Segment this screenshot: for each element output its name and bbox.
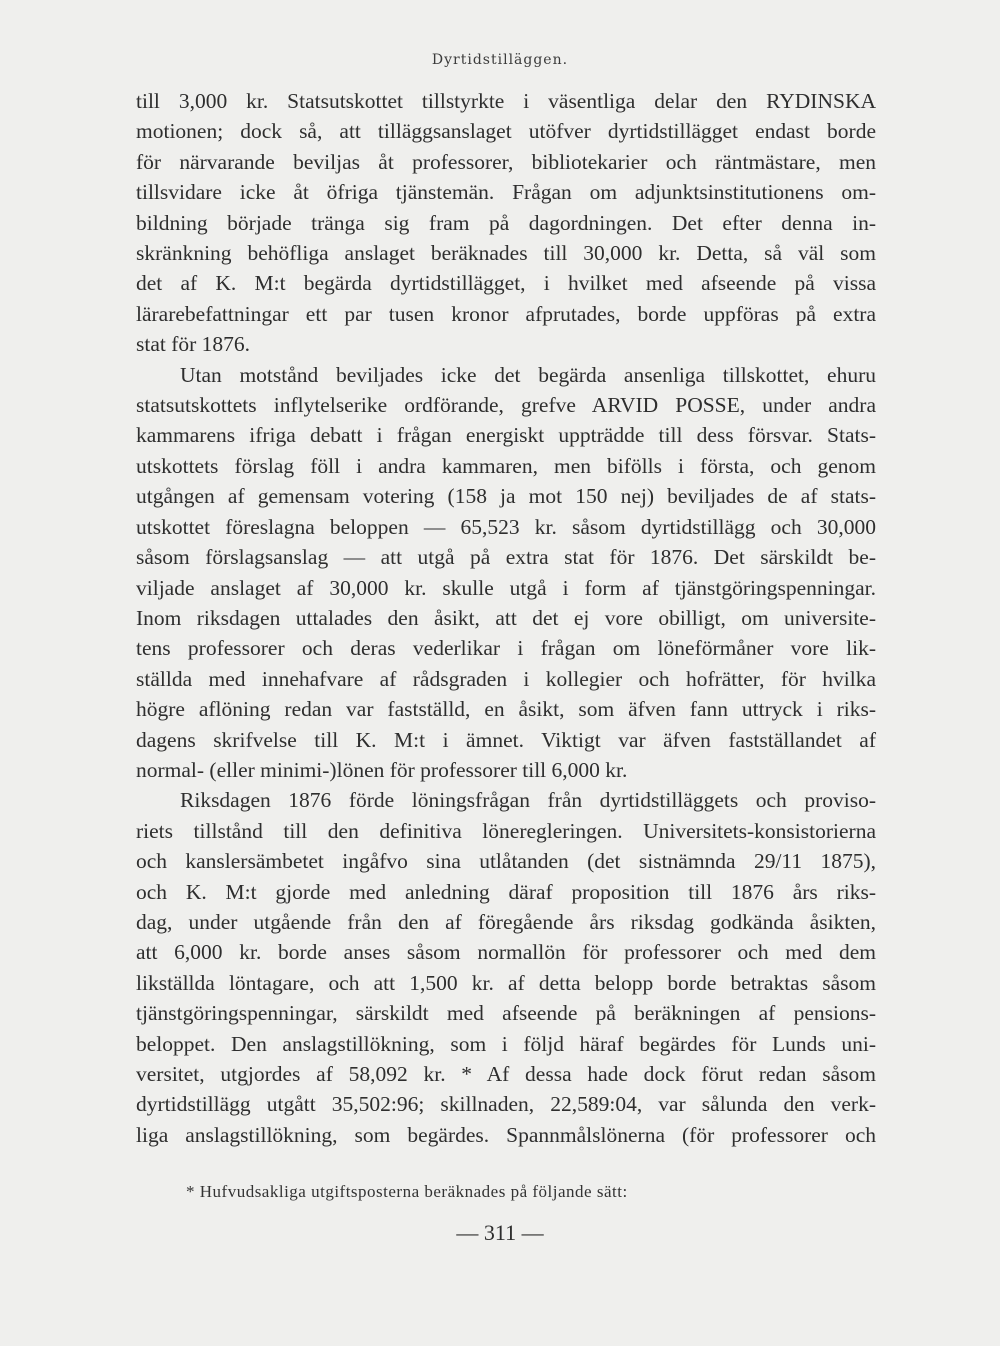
text-line: lärarebefattningar ett par tusen kronor afprutades, borde uppföras på extra <box>136 301 876 326</box>
text-line: ställda med innehafvare af rådsgraden i kollegier och hofrätter, för hvilka <box>136 666 876 691</box>
text-line: tjänstgöringspenningar, särskildt med afseende på beräkningen af pensions- <box>136 1001 876 1026</box>
text-line: dyrtidstillägg utgått 35,502:96; skillnaden, 22,589:04, var sålunda den verk- <box>136 1092 876 1117</box>
text-line: att 6,000 kr. borde anses såsom normallön för professorer och med dem <box>136 940 876 965</box>
text-line: normal- (eller minimi-)lönen för professorer till 6,000 kr. <box>136 757 628 782</box>
text-line: Utan motstånd beviljades icke det begärda ansenliga tillskottet, ehuru <box>180 362 876 387</box>
text-line: dagens skrifvelse till K. M:t i ämnet. Viktigt var äfven fastställandet af <box>136 727 876 752</box>
text-line: bildning började tränga sig fram på dagordningen. Det efter denna in- <box>136 210 876 235</box>
text-line: utskottets förslag föll i andra kammaren, men bifölls i första, och genom <box>136 453 876 478</box>
text-line: versitet, utgjordes af 58,092 kr. * Af dessa hade dock förut redan såsom <box>136 1062 876 1086</box>
text-line: Inom riksdagen uttalades den åsikt, att det ej vore obilligt, om universite- <box>136 605 876 630</box>
text-line: viljade anslaget af 30,000 kr. skulle utgå i form af tjänstgöringspenningar. <box>136 575 876 600</box>
text-line: skränkning behöfliga anslaget beräknades till 30,000 kr. Detta, så väl som <box>136 241 876 266</box>
text-line: det af K. M:t begärda dyrtidstillägget, i hvilket med afseende på vissa <box>136 271 876 296</box>
text-line: utgången af gemensam votering (158 ja mot 150 nej) beviljades de af stats- <box>136 484 876 509</box>
body-text <box>136 86 876 1150</box>
text-line: likställda löntagare, och att 1,500 kr. af detta belopp borde betraktas såsom <box>136 970 876 995</box>
page-number: — 311 — <box>456 1220 544 1245</box>
text-line: Riksdagen 1876 förde löningsfrågan från dyrtidstilläggets och proviso- <box>180 788 876 813</box>
text-line: högre aflöning redan var fastställd, en åsikt, som äfven fann uttryck i riks- <box>136 697 876 722</box>
text-line: och K. M:t gjorde med anledning däraf proposition till 1876 års riks- <box>136 879 876 904</box>
text-line: och kanslersämbetet ingåfvo sina utlåtanden (det sistnämnda 29/11 1875), <box>136 849 876 874</box>
text-line: till 3,000 kr. Statsutskottet tillstyrkte i väsentliga delar den RYDINSKA <box>136 89 876 113</box>
text-line: riets tillstånd till den definitiva löneregleringen. Universitets-konsistorierna <box>136 818 876 843</box>
text-line: kammarens ifriga debatt i frågan energiskt uppträdde till dess försvar. Stats- <box>136 423 876 448</box>
text-line: tillsvidare icke åt öfriga tjänstemän. Frågan om adjunktsinstitutionens om- <box>136 180 876 205</box>
text-line: för närvarande beviljas åt professorer, bibliotekarier och räntmästare, men <box>136 149 876 174</box>
text-line: stat för 1876. <box>136 332 251 357</box>
running-head: Dyrtidstilläggen. <box>431 52 569 68</box>
text-line: statsutskottets inflytelserike ordförande, grefve ARVID POSSE, under andra <box>136 393 876 418</box>
text-line: tens professorer och deras vederlikar i frågan om löneförmåner vore lik- <box>136 636 876 661</box>
text-line: såsom förslagsanslag — att utgå på extra stat för 1876. Det särskildt be- <box>136 545 876 570</box>
text-line: utskottet föreslagna beloppen — 65,523 kr. såsom dyrtidstillägg och 30,000 <box>136 514 876 539</box>
text-line: dag, under utgående från den af föregående års riksdag godkända åsikten, <box>136 909 876 934</box>
footnote: * Hufvudsakliga utgiftsposterna beräknades på följande sätt: <box>186 1182 628 1201</box>
text-line: beloppet. Den anslagstillökning, som i följd häraf begärdes för Lunds uni- <box>136 1031 876 1056</box>
text-line: liga anslagstillökning, som begärdes. Spannmålslönerna (för professorer och <box>136 1122 876 1147</box>
text-line: motionen; dock så, att tilläggsanslaget utöfver dyrtidstillägget endast borde <box>136 119 876 144</box>
